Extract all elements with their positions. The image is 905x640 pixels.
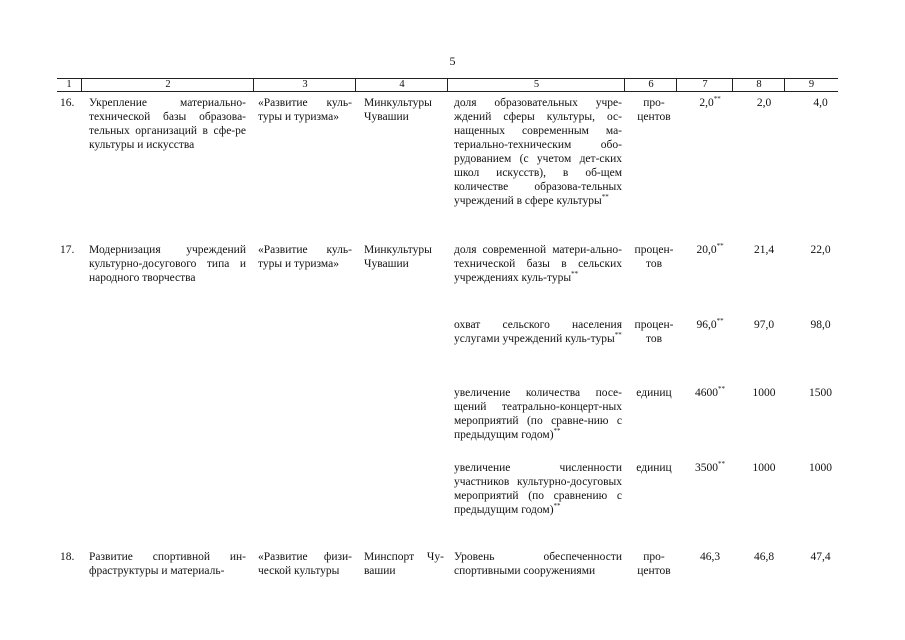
indicator-value-7: 20,0** — [696, 242, 724, 256]
indicator-text: доля современной матери-ально-технической базы в сельских учреждениях куль-туры** — [454, 244, 622, 284]
table-header — [57, 78, 838, 92]
indicator-value-9: 1000 — [809, 462, 832, 474]
indicator-text: Уровень обеспеченности спортивными сооружениями — [454, 551, 622, 577]
row-name: Модернизация учреждений культурно-досугового типа и народного творчества — [89, 244, 246, 284]
indicator-value-7: 96,0** — [696, 317, 724, 331]
indicator-unit: процен-тов — [634, 244, 674, 270]
header-col-1: 1 — [66, 79, 72, 90]
page-number: 5 — [449, 54, 456, 68]
indicator-unit: единиц — [636, 387, 672, 399]
header-col-8: 8 — [732, 79, 785, 91]
indicator-text: доля образовательных учре-ждений сферы культуры, ос-нащенных современным ма-териально-техническим обо-рудованием (с учетом дет-ских школ искусств), в об-щем количестве образова-тельных учреждений в сфере культуры** — [454, 97, 622, 207]
indicator-value-8: 2,0 — [756, 97, 772, 109]
indicator-value-9: 47,4 — [810, 551, 831, 563]
indicator-value-8: 1000 — [752, 387, 776, 399]
indicator-value-7: 46,3 — [699, 551, 721, 563]
header-col-3: 3 — [253, 79, 356, 91]
row-program: «Развитие куль-туры и туризма» — [258, 244, 352, 270]
row-executor: Минспорт Чу-вашии — [364, 551, 444, 577]
row-number: 17. — [60, 244, 75, 256]
indicator-value-9: 22,0 — [810, 244, 831, 256]
indicator-value-9: 4,0 — [813, 97, 828, 109]
indicator-value-9: 98,0 — [810, 319, 831, 331]
header-col-4: 4 — [355, 79, 448, 91]
row-number: 18. — [60, 551, 75, 563]
indicator-text: охват сельского населения услугами учреждений куль-туры** — [454, 319, 622, 345]
indicator-value-7: 2,0** — [699, 95, 721, 109]
indicator-value-8: 21,4 — [753, 244, 775, 256]
indicator-unit: про-центов — [637, 97, 671, 123]
row-name: Укрепление материально-технической базы образова-тельных организаций в сфе-ре культуры и искусства — [89, 97, 246, 151]
indicator-value-8: 97,0 — [753, 319, 775, 331]
indicator-value-7: 4600** — [695, 385, 725, 399]
header-col-7: 7 — [676, 79, 733, 91]
row-number: 16. — [60, 97, 75, 109]
header-col-9: 9 — [784, 79, 838, 91]
row-program: «Развитие физи-ческой культуры — [258, 551, 352, 577]
row-program: «Развитие куль-туры и туризма» — [258, 97, 352, 123]
header-col-5: 5 — [447, 79, 625, 91]
indicator-unit: единиц — [636, 462, 672, 474]
indicator-value-9: 1500 — [809, 387, 832, 399]
row-executor: Минкультуры Чувашии — [364, 244, 432, 270]
indicator-value-7: 3500** — [695, 460, 725, 474]
row-name: Развитие спортивной ин-фраструктуры и материаль- — [89, 551, 246, 577]
indicator-text: увеличение численности участников культурно-досуговых мероприятий (по сравнению с предыдущим годом)** — [454, 462, 622, 516]
row-executor: Минкультуры Чувашии — [364, 97, 432, 123]
indicator-value-8: 1000 — [752, 462, 776, 474]
indicator-unit: процен-тов — [634, 319, 674, 345]
header-col-2: 2 — [81, 79, 254, 91]
indicator-unit: про-центов — [637, 551, 671, 577]
indicator-text: увеличение количества посе-щений театрально-концерт-ных мероприятий (по сравне-нию с предыдущим годом)** — [454, 387, 622, 441]
indicator-value-8: 46,8 — [753, 551, 775, 563]
header-col-6: 6 — [624, 79, 677, 91]
